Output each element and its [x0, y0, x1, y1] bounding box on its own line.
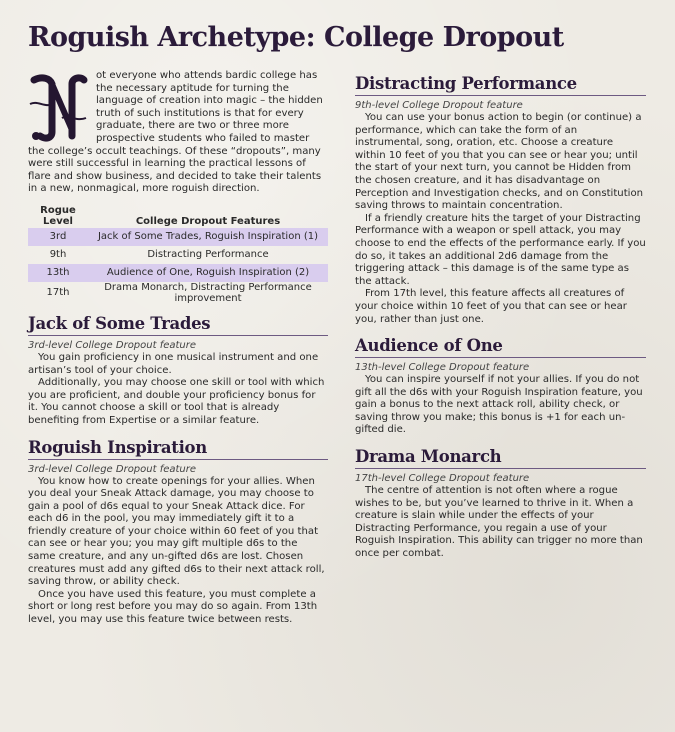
section-subtitle: 13th-level College Dropout feature	[355, 362, 530, 374]
section-subtitle: 17th-level College Dropout feature	[355, 473, 530, 485]
table-cell-level: 3rd	[28, 228, 88, 246]
section-paragraph: Once you have used this feature, you must complete a short or long rest before you may do so again. From 13th level, you may use this feature twice between rests.	[28, 588, 318, 626]
table-header-features: College Dropout Features	[135, 215, 281, 227]
table-header-level: Rogue Level	[40, 204, 76, 227]
intro-text: ot everyone who attends bardic college has the necessary aptitude for turning the language of creation into magic – the hidden truth of such institutions is that for every graduate, there are two or three more prospective students who failed to master the college’s occult teachings. Of these “dropouts”, many were still successful in learning the practical lessons of flare and show business, and decided to take their talents in a new, nonmagical, more roguish direction.	[28, 70, 323, 195]
section-paragraph: You can use your bonus action to begin (or continue) a performance, which can take the form of an instrumental, song, oration, etc. Choose a creature within 10 feet of you that you can see or hear you; until the start of your next turn, you cannot be Hidden from the chosen creature, and it has disadvantage on Perception and Investigation checks, and on Constitution saving throws to maintain concentration.	[355, 112, 644, 212]
section-subtitle: 3rd-level College Dropout feature	[28, 463, 197, 475]
section-drama-monarch	[355, 447, 646, 561]
section-paragraph: If a friendly creature hits the target of your Distracting Performance with a weapon or spell attack, you may choose to end the effects of the performance early. If you do so, it takes an additional 2d6 damage from the triggering attack – this damage is of the same type as the attack.	[355, 212, 646, 287]
section-paragraph: You know how to create openings for your allies. When you deal your Sneak Attack damage, you may choose to gain a pool of d6s equal to your Sneak Attack dice. For each d6 in the pool, you may immediately gift it to a friendly creature of your choice within 60 feet of you that can see or hear you; you may gift multiple d6s to the same creature, and any un-gifted d6s are lost. Chosen creatures must add any gifted d6s to their next attack roll, saving throw, or ability check.	[28, 475, 325, 588]
section-paragraph: The centre of attention is not often where a rogue wishes to be, but you’ve learned to thrive in it. When a creature is slain while under the effects of your Distracting Performance, you regain a use of your Roguish Inspiration. This ability can trigger no more than once per combat.	[355, 485, 643, 560]
table-row	[28, 228, 328, 246]
intro-paragraph	[28, 70, 328, 196]
dropcap-ornament	[28, 74, 88, 144]
table-cell-features: Distracting Performance	[147, 249, 269, 261]
section-heading: Distracting Performance	[355, 74, 646, 96]
table-row	[28, 246, 328, 264]
section-audience-of-one	[355, 336, 646, 437]
section-heading: Roguish Inspiration	[28, 438, 328, 460]
table-row	[28, 282, 328, 304]
section-heading: Audience of One	[355, 336, 646, 358]
right-column	[355, 74, 646, 561]
section-subtitle: 9th-level College Dropout feature	[355, 100, 523, 111]
section-heading: Drama Monarch	[355, 447, 646, 469]
section-paragraph: You gain proficiency in one musical instrument and one artisan’s tool of your choice.	[28, 351, 319, 376]
section-jack-of-some-trades	[28, 314, 328, 428]
features-table	[28, 204, 328, 304]
section-heading: Jack of Some Trades	[28, 314, 328, 336]
table-cell-level: 9th	[49, 249, 67, 261]
section-paragraph: You can inspire yourself if not your allies. If you do not gift all the d6s with your Roguish Inspiration feature, you gain a bonus to the next attack roll, ability check, or saving throw you make; this bonus is +1 for each un-gifted die.	[355, 374, 643, 436]
section-paragraph: From 17th level, this feature affects all creatures of your choice within 10 feet of you that can see or hear you, rather than just one.	[355, 288, 627, 325]
section-roguish-inspiration	[28, 438, 328, 627]
dropcap-letter-icon	[28, 74, 88, 144]
left-column	[28, 70, 328, 627]
section-paragraph: Additionally, you may choose one skill or tool with which you are proficient, and double your proficiency bonus for it. You cannot choose a skill or tool that is already benefiting from Expertise or a similar feature.	[28, 377, 325, 426]
table-cell-level: 17th	[46, 287, 70, 299]
section-subtitle: 3rd-level College Dropout feature	[28, 339, 197, 351]
page-title: Roguish Archetype: College Dropout	[28, 22, 564, 53]
table-cell-level: 13th	[28, 264, 88, 282]
table-row	[28, 264, 328, 282]
table-cell-features: Drama Monarch, Distracting Performance improvement	[104, 281, 312, 304]
section-distracting-performance	[355, 74, 646, 326]
table-cell-features: Jack of Some Trades, Roguish Inspiration (1)	[88, 228, 328, 246]
table-cell-features: Audience of One, Roguish Inspiration (2)	[88, 264, 328, 282]
